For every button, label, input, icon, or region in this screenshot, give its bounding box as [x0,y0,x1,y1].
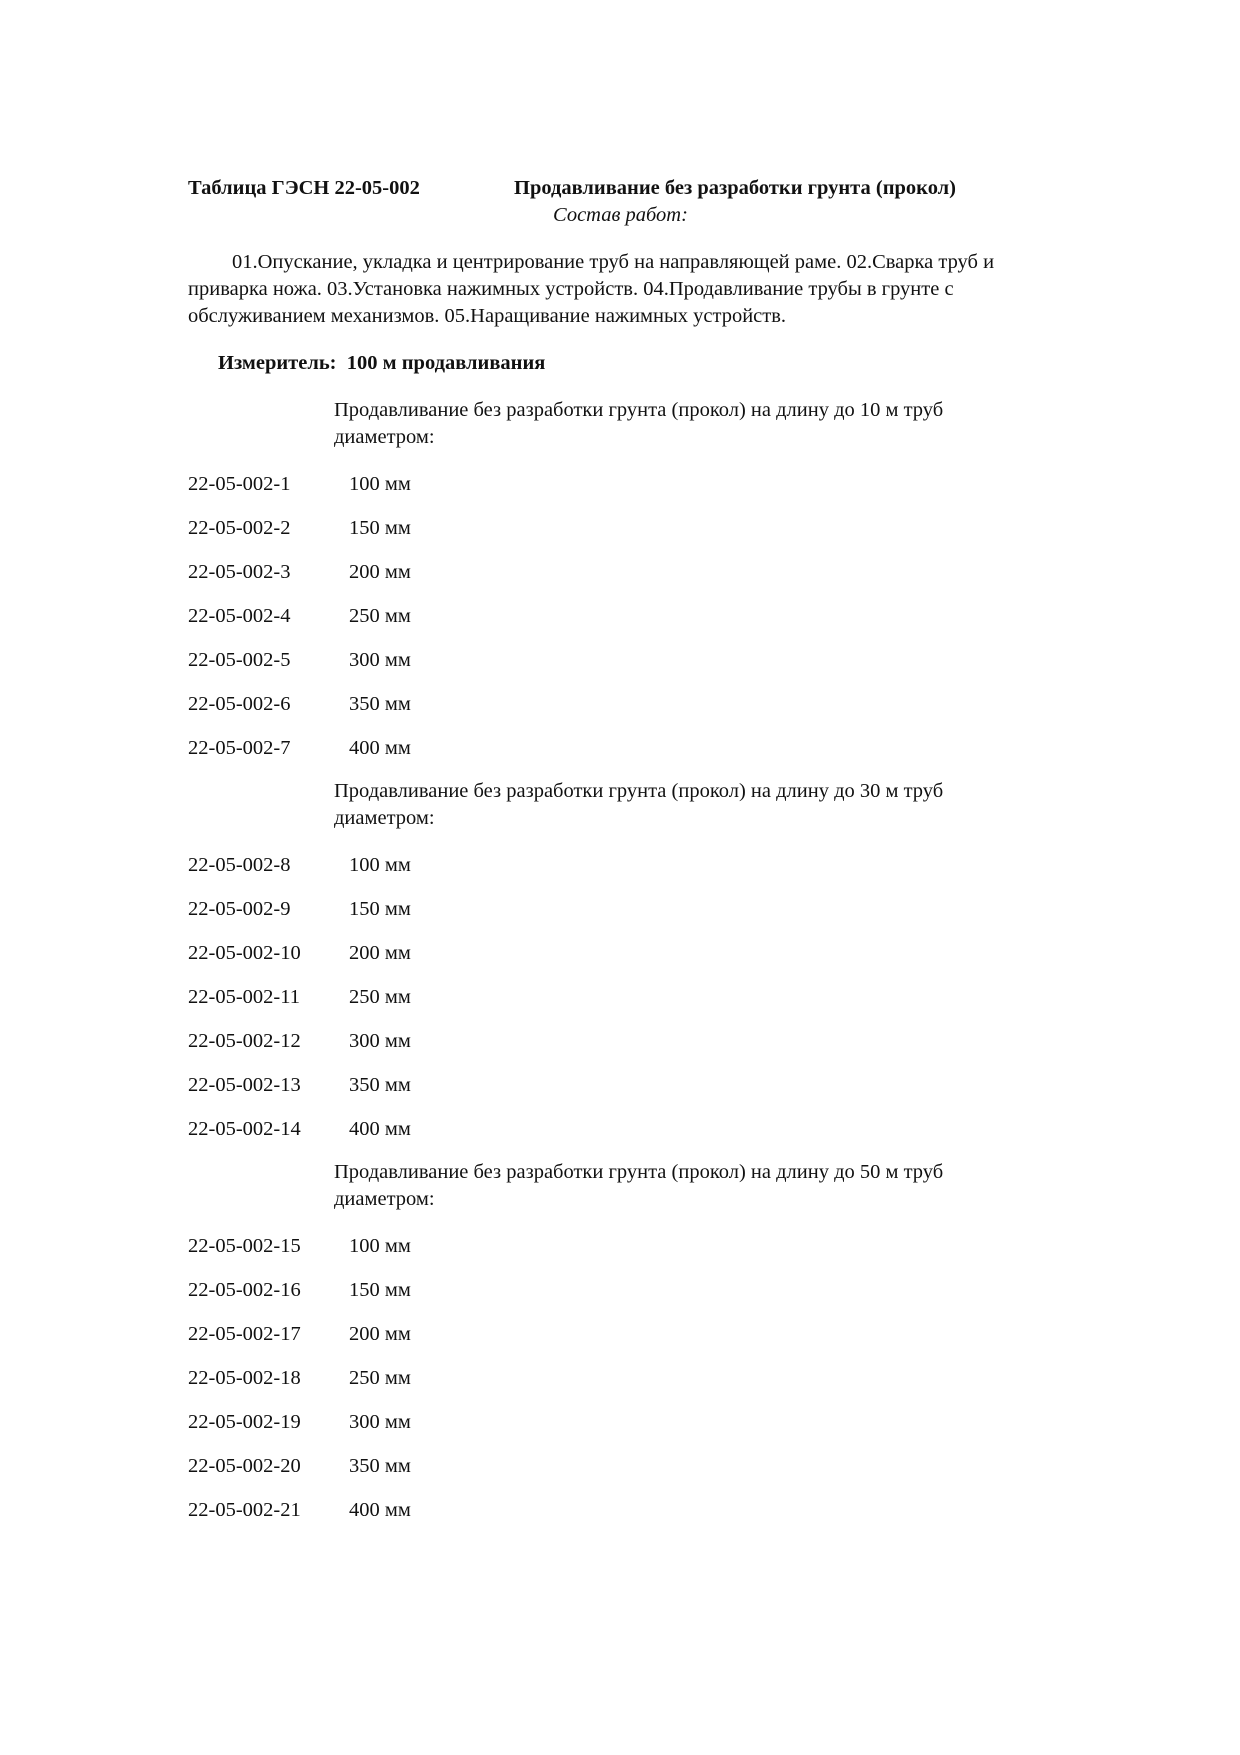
pipe-diameter: 100 мм [349,854,411,876]
work-composition [188,249,1018,330]
section-heading-2: Продавливание без разработки грунта (прокол) на длину до 30 м труб диаметром: [334,780,944,829]
pipe-diameter: 400 мм [349,1499,411,1521]
norm-code: 22-05-002-7 [188,737,291,759]
measure-line [218,350,545,377]
norm-code: 22-05-002-21 [188,1499,301,1521]
norm-code: 22-05-002-12 [188,1030,301,1052]
norm-code: 22-05-002-3 [188,561,291,583]
norm-code: 22-05-002-15 [188,1235,301,1257]
pipe-diameter: 250 мм [349,986,411,1008]
norm-code: 22-05-002-4 [188,605,291,627]
norm-code: 22-05-002-2 [188,517,291,539]
measure-value: 100 м продавливания [346,352,546,374]
measure-label: Измеритель: [218,352,337,374]
norm-code: 22-05-002-11 [188,986,300,1008]
pipe-diameter: 200 мм [349,561,411,583]
work-composition-text: 01.Опускание, укладка и центрирование труб на направляющей раме. 02.Сварка труб и приварка ножа. 03.Установка нажимных устройств. 04.Продавливание трубы в грунте с обслуживанием механизмов. 05.Наращивание нажимных устройств. [188,251,995,327]
pipe-diameter: 350 мм [349,1455,411,1477]
norm-code: 22-05-002-18 [188,1367,301,1389]
pipe-diameter: 250 мм [349,605,411,627]
norm-code: 22-05-002-14 [188,1118,301,1140]
norm-code: 22-05-002-17 [188,1323,301,1345]
pipe-diameter: 200 мм [349,1323,411,1345]
norm-code: 22-05-002-19 [188,1411,301,1433]
pipe-diameter: 350 мм [349,1074,411,1096]
pipe-diameter: 300 мм [349,1030,411,1052]
norm-code: 22-05-002-16 [188,1279,301,1301]
norm-code: 22-05-002-6 [188,693,291,715]
norm-code: 22-05-002-1 [188,473,291,495]
pipe-diameter: 100 мм [349,1235,411,1257]
pipe-diameter: 400 мм [349,1118,411,1140]
pipe-diameter: 150 мм [349,898,411,920]
document-title: Продавливание без разработки грунта (прокол) [514,177,957,199]
pipe-diameter: 400 мм [349,737,411,759]
norm-code: 22-05-002-8 [188,854,291,876]
norm-code: 22-05-002-20 [188,1455,301,1477]
norm-code: 22-05-002-9 [188,898,291,920]
pipe-diameter: 150 мм [349,517,411,539]
norm-code: 22-05-002-13 [188,1074,301,1096]
composition-heading: Состав работ: [553,204,688,226]
section-heading-1: Продавливание без разработки грунта (прокол) на длину до 10 м труб диаметром: [334,399,944,448]
section-heading-3: Продавливание без разработки грунта (прокол) на длину до 50 м труб диаметром: [334,1161,944,1210]
pipe-diameter: 350 мм [349,693,411,715]
norm-code: 22-05-002-10 [188,942,301,964]
pipe-diameter: 300 мм [349,1411,411,1433]
norm-code: 22-05-002-5 [188,649,291,671]
pipe-diameter: 150 мм [349,1279,411,1301]
pipe-diameter: 300 мм [349,649,411,671]
pipe-diameter: 250 мм [349,1367,411,1389]
pipe-diameter: 200 мм [349,942,411,964]
table-id: Таблица ГЭСН 22-05-002 [188,177,420,199]
pipe-diameter: 100 мм [349,473,411,495]
